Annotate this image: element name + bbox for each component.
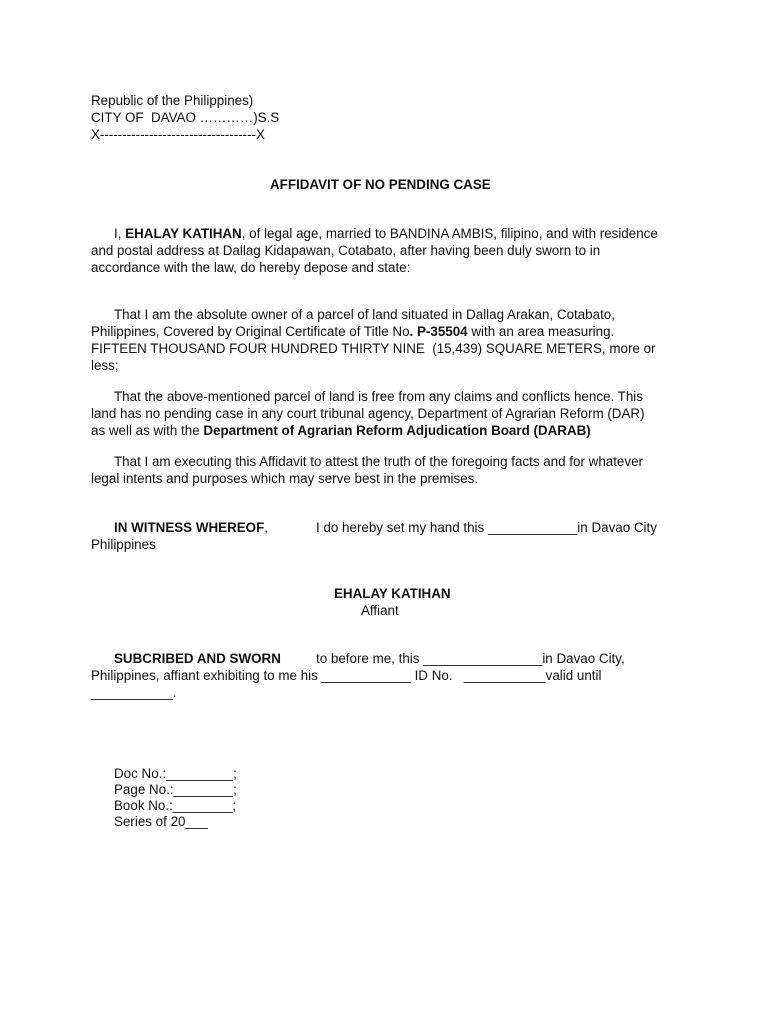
witness-text: I do hereby set my hand this ____________in Davao City xyxy=(316,520,657,535)
notary-book-no: Book No.:________; xyxy=(114,798,237,813)
witness-comma: , xyxy=(264,520,269,535)
para1-line-4: less; xyxy=(91,358,119,373)
venue-city: CITY OF DAVAO …………)S.S xyxy=(91,110,280,125)
para1-line-2-post: with an area measuring. xyxy=(467,324,615,339)
para2-line-2: land has no pending case in any court tribunal agency, Department of Agrarian Reform (DAR) xyxy=(91,406,645,421)
para1-line-1: That I am the absolute owner of a parcel of land situated in Dallag Arakan, Cotabato, xyxy=(114,307,615,322)
venue-republic: Republic of the Philippines) xyxy=(91,93,254,108)
notary-series: Series of 20___ xyxy=(114,814,208,829)
para2-line-1: That the above-mentioned parcel of land is free from any claims and conflicts hence. This xyxy=(114,389,643,404)
para3-line-2: legal intents and purposes which may serve best in the premises. xyxy=(91,471,479,486)
title-number: . P-35504 xyxy=(409,324,468,339)
witness-heading: IN WITNESS WHEREOF xyxy=(114,520,265,535)
affiant-role: Affiant xyxy=(361,603,399,618)
para1-line-3: FIFTEEN THOUSAND FOUR HUNDRED THIRTY NINE (15,439) SQUARE METERS, more or xyxy=(91,341,656,356)
para1-line-2 xyxy=(91,323,614,340)
intro-line-3: accordance with the law, do hereby depose and state: xyxy=(91,260,411,275)
intro-line-1 xyxy=(114,225,658,242)
para2-line-3 xyxy=(91,422,591,439)
para1-line-2-pre: Philippines, Covered by Original Certificate of Title No xyxy=(91,324,410,339)
para3-line-1: That I am executing this Affidavit to attest the truth of the foregoing facts and for whatever xyxy=(114,454,643,469)
sworn-line-3: ___________. xyxy=(91,685,177,700)
witness-line-1 xyxy=(114,519,268,536)
affiant-name-inline: EHALAY KATIHAN xyxy=(125,226,242,241)
affiant-name: EHALAY KATIHAN xyxy=(334,586,451,601)
para2-line-3-pre: as well as with the xyxy=(91,423,204,438)
sworn-line-2: Philippines, affiant exhibiting to me his ____________ ID No. ___________valid until xyxy=(91,668,602,683)
notary-page-no: Page No.:________; xyxy=(114,782,237,797)
notary-doc-no: Doc No.:_________; xyxy=(114,766,237,781)
witness-line-2: Philippines xyxy=(91,537,156,552)
sworn-text: to before me, this ________________in Davao City, xyxy=(316,651,625,666)
venue-divider: X-----------------------------------X xyxy=(91,127,265,142)
intro-suffix: , of legal age, married to BANDINA AMBIS, filipino, and with residence xyxy=(241,226,658,241)
sworn-heading: SUBCRIBED AND SWORN xyxy=(114,651,281,666)
document-title: AFFIDAVIT OF NO PENDING CASE xyxy=(270,177,491,192)
intro-line-2: and postal address at Dallag Kidapawan, Cotabato, after having been duly sworn to in xyxy=(91,243,601,258)
darab-name: Department of Agrarian Reform Adjudication Board (DARAB) xyxy=(203,423,591,438)
intro-prefix: I, xyxy=(114,226,126,241)
